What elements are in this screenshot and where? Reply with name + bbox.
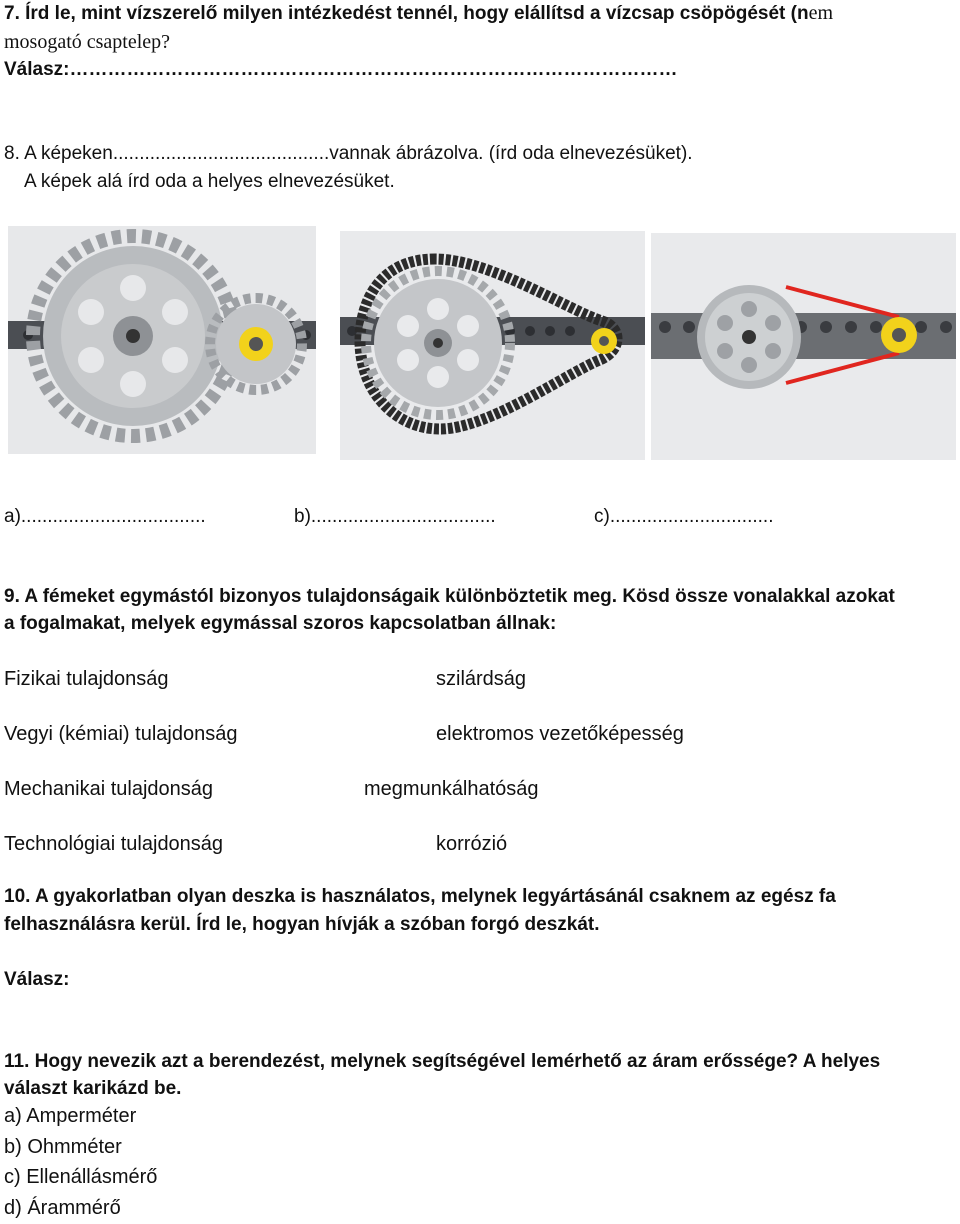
property-technological: Technológiai tulajdonság	[4, 833, 224, 855]
q7-line1: 7. Írd le, mint vízszerelő milyen intézkedést tennél, hogy elállítsd a vízcsap csöpögését (n	[4, 3, 809, 24]
q10-line2: felhasználásra kerül. Írd le, hogyan hívják a szóban forgó deszkát.	[4, 914, 600, 935]
property-chemical: Vegyi (kémiai) tulajdonság	[4, 723, 238, 745]
property-physical: Fizikai tulajdonság	[4, 668, 169, 690]
q11-line1: 11. Hogy nevezik azt a berendezést, melynek segítségével lemérhető az áram erőssége? A helyes	[4, 1051, 881, 1072]
q8-line2: A képek alá írd oda a helyes elnevezésüket.	[24, 171, 395, 192]
q10-answer: Válasz:	[4, 969, 70, 990]
q7-answer: Válasz:……………………………………………………………………………………	[4, 59, 678, 80]
label-b: b)...................................	[294, 506, 496, 527]
option-c[interactable]: c) Ellenállásmérő	[4, 1166, 158, 1188]
q7-question	[4, 2, 833, 25]
belt-drive-photo	[651, 233, 956, 460]
option-b[interactable]: b) Ohmméter	[4, 1136, 122, 1158]
q7-line1-tail: em	[808, 2, 834, 24]
q10-line1: 10. A gyakorlatban olyan deszka is használatos, melynek legyártásánál csaknem az egész fa	[4, 886, 836, 907]
q7-line2: mosogató csaptelep?	[4, 31, 171, 53]
q9-line2: a fogalmakat, melyek egymással szoros kapcsolatban állnak:	[4, 613, 557, 634]
label-c: c)...............................	[594, 506, 774, 527]
q11-line2: választ karikázd be.	[4, 1078, 182, 1099]
q8-line1: 8. A képeken.........................................vannak ábrázolva. (írd oda elnevezésüket).	[4, 143, 693, 164]
belt-drive-image	[651, 233, 956, 460]
concept-machinability: megmunkálhatóság	[364, 778, 539, 800]
option-d[interactable]: d) Árammérő	[4, 1197, 121, 1219]
concept-strength: szilárdság	[436, 668, 527, 690]
label-a: a)...................................	[4, 506, 206, 527]
chain-drive-image	[340, 231, 645, 460]
property-mechanical: Mechanikai tulajdonság	[4, 778, 214, 800]
concept-corrosion: korrózió	[436, 833, 508, 855]
option-a[interactable]: a) Amperméter	[4, 1105, 137, 1127]
q9-line1: 9. A fémeket egymástól bizonyos tulajdonságaik különböztetik meg. Kösd össze vonalakkal azokat	[4, 586, 895, 607]
gear-train-photo	[8, 226, 316, 454]
concept-conductivity: elektromos vezetőképesség	[436, 723, 684, 745]
gear-train-image	[8, 226, 316, 454]
chain-drive-photo	[340, 231, 645, 460]
